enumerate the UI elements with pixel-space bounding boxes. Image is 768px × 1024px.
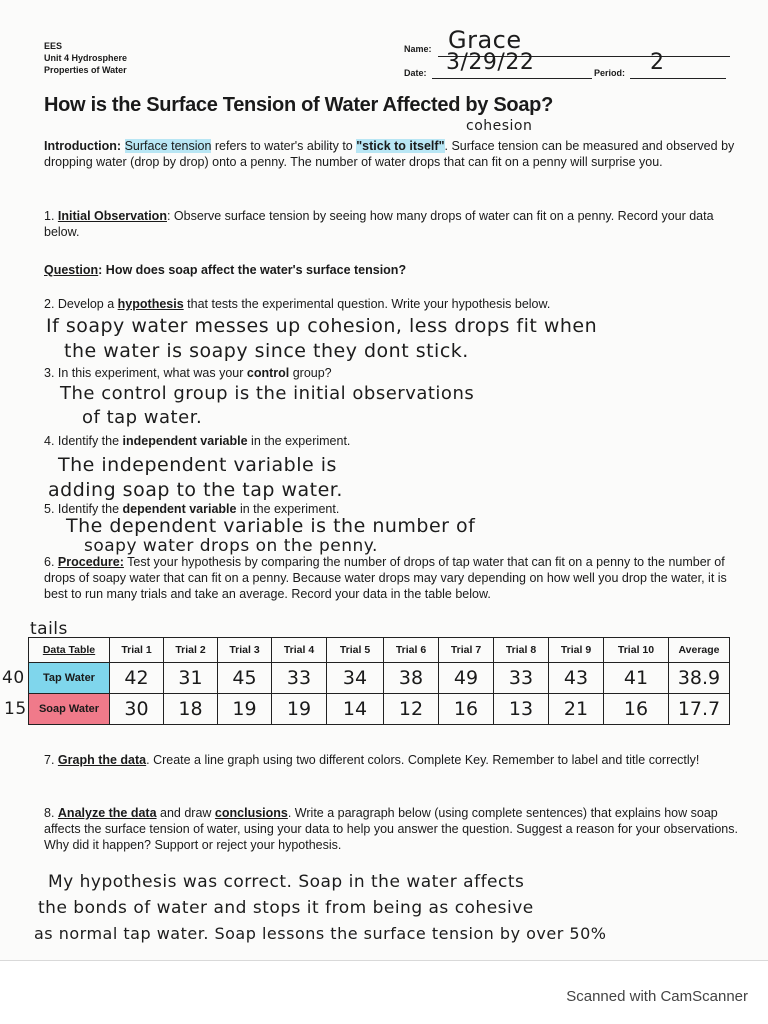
intro-text-2: . Surface tension can be measured and observed by dropping water (drop by drop) onto a penny. The number of water drops that can fit on a penny will surprise you. [44, 139, 735, 169]
table-header-row [29, 638, 730, 663]
table-cell: 49 [439, 663, 494, 694]
table-header-cell: Average [669, 638, 730, 663]
conclusion-line-2: the bonds of water and stops it from being as cohesive [38, 898, 534, 918]
table-cell: 38.9 [669, 663, 730, 694]
q7-label: Graph the data [57, 753, 147, 767]
q5-text: in the experiment. [236, 502, 340, 516]
cohesion-annotation: cohesion [466, 118, 533, 134]
date-label: Date: [404, 68, 427, 78]
period-line [630, 50, 726, 79]
soap-water-label-cell: Soap Water [29, 694, 110, 725]
question-4 [44, 433, 744, 449]
table-header-cell: Trial 6 [384, 638, 439, 663]
dependent-answer-line-2: soapy water drops on the penny. [84, 536, 378, 556]
independent-answer-line-2: adding soap to the tap water. [48, 479, 343, 501]
q4-pre: 4. Identify the [44, 434, 123, 448]
tails-annotation: tails [30, 619, 68, 639]
date-line [432, 50, 592, 79]
question-label: Question [44, 263, 99, 277]
table-cell: 42 [110, 663, 164, 694]
scanner-watermark: Scanned with CamScanner [566, 988, 748, 1005]
table-cell: 33 [494, 663, 549, 694]
course-header [44, 40, 127, 76]
table-row [29, 663, 730, 694]
table-header-cell: Trial 3 [218, 638, 272, 663]
q1-text: : Observe surface tension by seeing how many drops of water can fit on a penny. Record your data below. [44, 209, 714, 239]
independent-answer-line-1: The independent variable is [58, 454, 337, 476]
table-cell: 16 [604, 694, 669, 725]
q2-pre: 2. Develop a [44, 297, 118, 311]
control-answer-line-2: of tap water. [82, 407, 203, 428]
q2-label: hypothesis [117, 297, 184, 311]
q5-label: dependent variable [122, 502, 237, 516]
table-header-cell: Trial 10 [604, 638, 669, 663]
question-6 [44, 554, 744, 602]
question-2 [44, 296, 744, 312]
table-cell: 43 [549, 663, 604, 694]
table-cell: 18 [164, 694, 218, 725]
control-answer-line-1: The control group is the initial observations [60, 383, 475, 404]
course-name: EES [44, 41, 63, 51]
q6-text: Test your hypothesis by comparing the number of drops of tap water that can fit on a penny to the number of drops of soapy water that can fit on a penny. Because water drops may vary depending on how well you drop the water, it is best to run many trials and take an average. Record your data in the table below. [44, 555, 727, 601]
q6-label: Procedure: [57, 555, 124, 569]
table-cell: 38 [384, 663, 439, 694]
table-cell: 14 [327, 694, 384, 725]
date-value: 3/29/22 [446, 50, 535, 75]
table-header-cell: Data Table [29, 638, 110, 663]
table-header-cell: Trial 9 [549, 638, 604, 663]
table-header-cell: Trial 5 [327, 638, 384, 663]
table-header-cell: Trial 4 [272, 638, 327, 663]
question-7 [44, 752, 744, 768]
page-title: How is the Surface Tension of Water Affected by Soap? [44, 94, 553, 116]
question-1 [44, 208, 744, 240]
table-header-cell: Trial 2 [164, 638, 218, 663]
table-header-cell: Trial 8 [494, 638, 549, 663]
period-value: 2 [650, 50, 665, 75]
q7-text: . Create a line graph using two different colors. Complete Key. Remember to label and title correctly! [146, 753, 700, 767]
table-cell: 34 [327, 663, 384, 694]
table-header-cell: Trial 1 [110, 638, 164, 663]
table-cell: 45 [218, 663, 272, 694]
table-cell: 31 [164, 663, 218, 694]
q5-pre: 5. Identify the [44, 502, 123, 516]
experimental-question [44, 262, 744, 278]
dependent-answer-line-1: The dependent variable is the number of [66, 515, 476, 537]
table-cell: 12 [384, 694, 439, 725]
table-cell: 19 [272, 694, 327, 725]
q8-label-2: conclusions [214, 806, 288, 820]
table-cell: 30 [110, 694, 164, 725]
soap-margin-note: 15 [4, 699, 27, 719]
table-cell: 41 [604, 663, 669, 694]
q2-text: that tests the experimental question. Write your hypothesis below. [183, 297, 551, 311]
question-8 [44, 805, 744, 853]
surface-tension-term: Surface tension [124, 139, 212, 153]
q7-number: 7. [44, 753, 58, 767]
q3-pre: 3. In this experiment, what was your [44, 366, 247, 380]
name-label: Name: [404, 44, 432, 54]
tap-margin-note: 40 [2, 668, 25, 688]
q1-label: Initial Observation [57, 209, 167, 223]
name-value: Grace [448, 26, 522, 54]
q8-text: . Write a paragraph below (using complete sentences) that explains how soap affects the surface tension of water, using your data to help you answer the question. Suggest a reason for your observations. Why did it happen? Support or reject your hypothesis. [44, 806, 738, 852]
question-3 [44, 365, 744, 381]
table-cell: 17.7 [669, 694, 730, 725]
introduction-paragraph [44, 138, 744, 170]
intro-label: Introduction: [44, 139, 122, 153]
q3-text: group? [289, 366, 332, 380]
table-cell: 16 [439, 694, 494, 725]
unit-name: Unit 4 Hydrosphere [44, 53, 128, 63]
intro-text-1: refers to water's ability to [211, 139, 357, 153]
stick-quote: "stick to itself" [356, 139, 445, 153]
q1-number: 1. [44, 209, 58, 223]
q8-number: 8. [44, 806, 58, 820]
conclusion-line-1: My hypothesis was correct. Soap in the water affects [48, 872, 525, 892]
q3-label: control [246, 366, 290, 380]
hypothesis-answer-line-1: If soapy water messes up cohesion, less drops fit when [46, 315, 598, 337]
conclusion-line-3: as normal tap water. Soap lessons the surface tension by over 50% [34, 924, 607, 943]
table-row [29, 694, 730, 725]
q8-mid: and draw [156, 806, 215, 820]
table-cell: 13 [494, 694, 549, 725]
table-cell: 19 [218, 694, 272, 725]
q4-text: in the experiment. [247, 434, 351, 448]
data-table [28, 637, 730, 725]
tap-water-label-cell: Tap Water [29, 663, 110, 694]
hypothesis-answer-line-2: the water is soapy since they dont stick. [64, 340, 469, 362]
q6-number: 6. [44, 555, 58, 569]
table-header-cell: Trial 7 [439, 638, 494, 663]
table-cell: 21 [549, 694, 604, 725]
period-label: Period: [594, 68, 626, 78]
q8-label: Analyze the data [57, 806, 157, 820]
topic-name: Properties of Water [44, 65, 127, 75]
q4-label: independent variable [122, 434, 248, 448]
table-cell: 33 [272, 663, 327, 694]
question-text: : How does soap affect the water's surface tension? [98, 263, 407, 277]
